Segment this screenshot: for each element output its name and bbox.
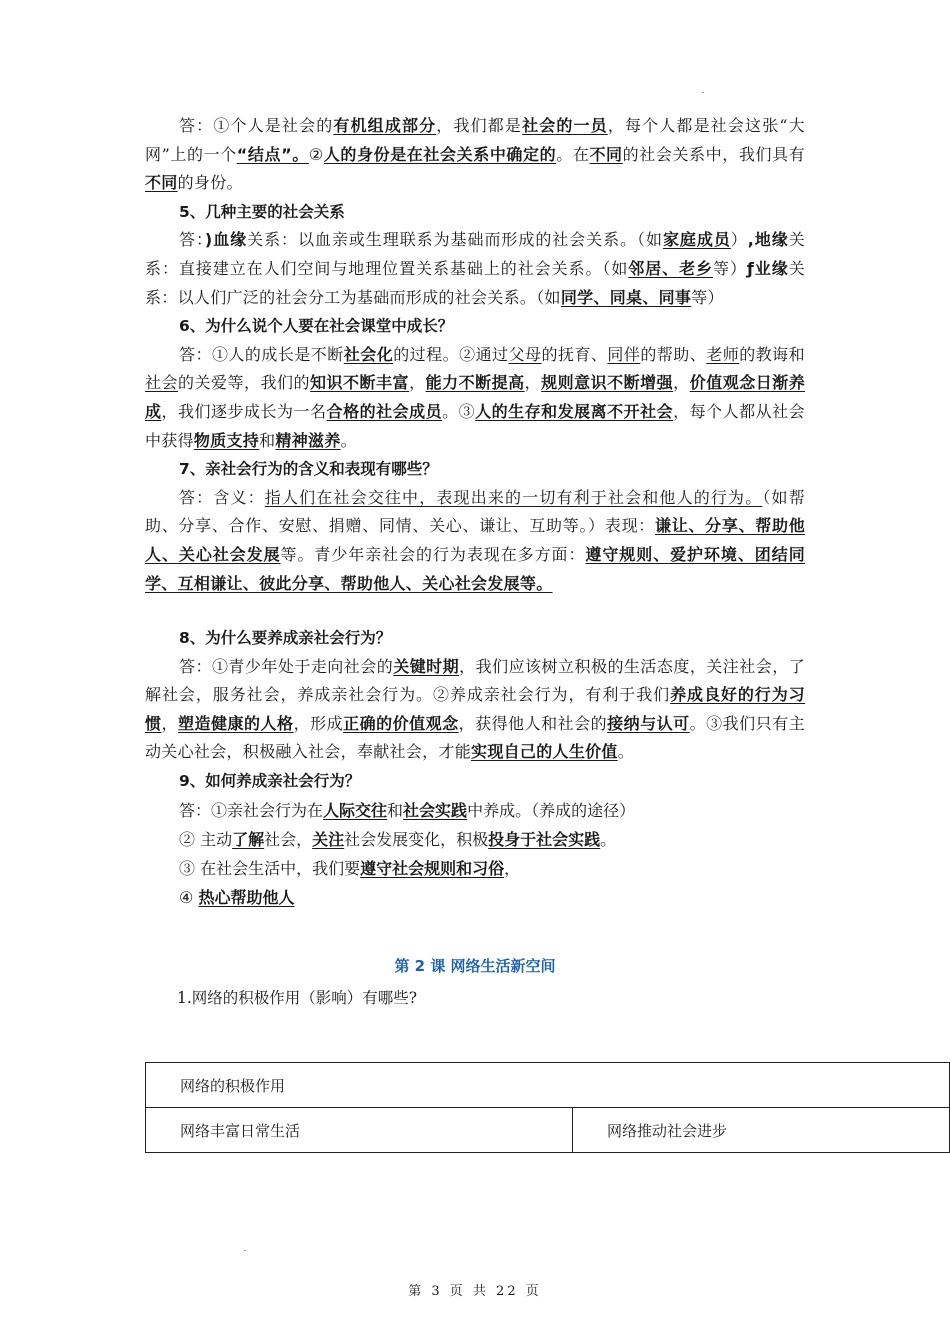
document-body [145, 112, 805, 1012]
question-9-heading: 9、如何养成亲社会行为？ [179, 772, 361, 791]
text: ，我们应该树立积极的生活态度，关注社会，了解社会，服务社会，养成亲社会行为。②养成亲社会行为，有利于我们 [145, 656, 805, 705]
key-phrase: 物质支持 [193, 430, 260, 450]
key-phrase: 规则意识不断增强 [541, 373, 674, 393]
text: ， [524, 373, 542, 393]
text: 答：①亲社会行为在 [179, 800, 324, 820]
text: 的过程。②通过 [393, 344, 509, 364]
text: 和 [259, 430, 276, 450]
key-phrase: 谦让、分享、帮助他人、关心社会发展 [145, 516, 805, 564]
text: 答：①青少年处于走向社会的 [179, 656, 394, 676]
text: ， [161, 713, 179, 733]
text: ，获得他人和社会的 [458, 713, 608, 733]
text: ③ 在社会生活中，我们要 [179, 858, 361, 878]
text: 。 [617, 742, 635, 762]
text: ，我们都是 [436, 116, 523, 135]
page-footer: 第 3 页 共 22 页 [408, 1284, 542, 1299]
key-phrase: 价值观念日渐养成 [145, 373, 806, 421]
underlined-term: 社会 [145, 373, 179, 393]
text: 答： [179, 230, 205, 250]
answer-5 [145, 226, 805, 312]
underlined-term: 指人们在社会交往中，表现出来的一切有利于社会和他人的行为。 [264, 487, 763, 507]
text: 的教诲和 [739, 344, 805, 364]
text: 等） [691, 287, 724, 307]
text: ） [730, 230, 748, 250]
bold-term: )血缘 [204, 230, 248, 250]
table-cell: 网络推动社会进步 [573, 1108, 950, 1153]
key-phrase: 实现自己的人生价值 [471, 742, 618, 762]
key-phrase: 关注 [312, 829, 345, 849]
text: 。 [600, 829, 617, 849]
scan-dot [702, 92, 704, 93]
key-phrase: 社会实践 [403, 800, 468, 820]
answer-4 [145, 112, 805, 198]
key-phrase: 遵守规则、爱护环境、团结同学、互相谦让、彼此分享、帮助他人、关心社会发展等。 [145, 544, 805, 593]
key-phrase: 家庭成员 [662, 230, 731, 250]
key-phrase: 不同 [145, 173, 178, 193]
answer-9-step-2 [145, 825, 805, 854]
answer-9-step-1 [145, 796, 805, 825]
text: ② 主动 [179, 829, 233, 849]
answer-8 [145, 653, 805, 767]
key-phrase: 知识不断丰富 [310, 373, 410, 393]
bold-term: ƒ业缘 [746, 258, 789, 278]
key-phrase: 同学、同桌、同事 [560, 287, 692, 307]
key-phrase: 热心帮助他人 [198, 887, 295, 907]
key-phrase: 社会化 [343, 344, 394, 364]
key-phrase: “结点”。 [236, 144, 309, 164]
key-phrase: 遵守社会规则和习俗 [360, 858, 505, 878]
text: 。③我们只有主动关心社会，积极融入社会，奉献社会，才能 [145, 713, 805, 762]
text: 关系：以人们广泛的社会分工为基础而形成的社会关系。（如 [145, 258, 805, 307]
lesson-title: 第 2 课 网络生活新空间 [394, 956, 556, 975]
key-phrase: 接纳与认可 [607, 713, 690, 733]
key-phrase: 人际交往 [323, 800, 388, 820]
text: 社会， [264, 829, 313, 849]
key-phrase: 养成良好的行为习惯 [145, 685, 805, 733]
text: ， [673, 373, 690, 393]
text: 。③ [442, 401, 476, 421]
table-header-cell: 网络的积极作用 [146, 1063, 950, 1108]
underlined-term: 父母 [508, 344, 542, 364]
key-phrase: 人的身份是在社会关系中确定的 [323, 144, 557, 164]
answer-9-step-3 [145, 854, 805, 883]
key-phrase: 能力不断提高 [425, 373, 525, 393]
text: 等。青少年亲社会的行为表现在多方面： [280, 544, 586, 564]
text: ，每个人都从社会中获得 [145, 401, 805, 450]
key-phrase: 正确的价值观念 [343, 713, 459, 733]
table-cell: 网络丰富日常生活 [146, 1108, 573, 1153]
key-phrase: 关键时期 [393, 656, 460, 676]
question-6-heading: 6、为什么说个人要在社会课堂中成长？ [179, 317, 454, 336]
text: 中养成。（养成的途径） [467, 800, 636, 820]
answer-6 [145, 341, 805, 455]
text: 的社会关系中，我们具有 [622, 144, 805, 164]
key-phrase: 有机组成部分 [333, 116, 437, 135]
text: 关系：直接建立在人们空间与地理位置关系基础上的社会关系。（如 [145, 230, 806, 278]
text: ， [504, 858, 521, 878]
key-phrase: 社会的一员 [522, 116, 608, 135]
network-effects-table [145, 1062, 950, 1153]
text: ④ [179, 887, 199, 907]
text: 等） [713, 258, 747, 278]
key-phrase: 了解 [232, 829, 265, 849]
text: 答：①个人是社会的 [179, 116, 334, 135]
text: ，形成 [293, 713, 344, 733]
key-phrase: 不同 [589, 144, 623, 164]
underlined-term: 老师 [706, 344, 740, 364]
key-phrase: 合格的社会成员 [326, 401, 443, 421]
bold-term: ,地缘 [747, 230, 789, 250]
text: 的帮助、 [640, 344, 707, 364]
table-row [146, 1063, 950, 1108]
question-7-heading: 7、亲社会行为的含义和表现有哪些？ [179, 460, 438, 479]
answer-7 [145, 484, 805, 598]
answer-9-step-4 [145, 883, 805, 912]
key-phrase: 精神滋养 [275, 430, 341, 450]
underlined-term: 同伴 [607, 344, 641, 364]
key-phrase: 投身于社会实践 [488, 829, 601, 849]
key-phrase: 人的生存和发展离不开社会 [475, 401, 674, 421]
scan-dot [244, 1250, 246, 1251]
text: ，我们逐步成长为一名 [161, 401, 327, 421]
text: ② [308, 144, 324, 164]
table-row [146, 1108, 950, 1153]
spacer [145, 598, 805, 624]
lesson-question-1: 1.网络的积极作用（影响）有哪些? [177, 988, 418, 1007]
text: 的抚育、 [541, 344, 608, 364]
text: 关系：以血亲或生理联系为基础而形成的社会关系。（如 [247, 230, 663, 250]
text: 。在 [556, 144, 590, 164]
text: （如帮助、分享、合作、安慰、捐赠、同情、关心、谦让、互助等。）表现： [145, 487, 805, 536]
text: ， [409, 373, 426, 393]
text: 社会发展变化，积极 [344, 829, 489, 849]
text: 答：含义： [179, 487, 265, 507]
text: 的关爱等，我们的 [178, 373, 311, 393]
text: 的身份。 [177, 173, 243, 193]
text: 。 [340, 430, 357, 450]
key-phrase: 邻居、老乡 [628, 258, 713, 278]
question-8-heading: 8、为什么要养成亲社会行为？ [179, 629, 392, 648]
text: 和 [387, 800, 404, 820]
text: 答：①人的成长是不断 [179, 344, 344, 364]
question-5-heading: 5、几种主要的社会关系 [179, 202, 345, 221]
text: ，每个人都是社会这张“大网”上的一个 [145, 116, 805, 164]
key-phrase: 塑造健康的人格 [178, 713, 294, 733]
